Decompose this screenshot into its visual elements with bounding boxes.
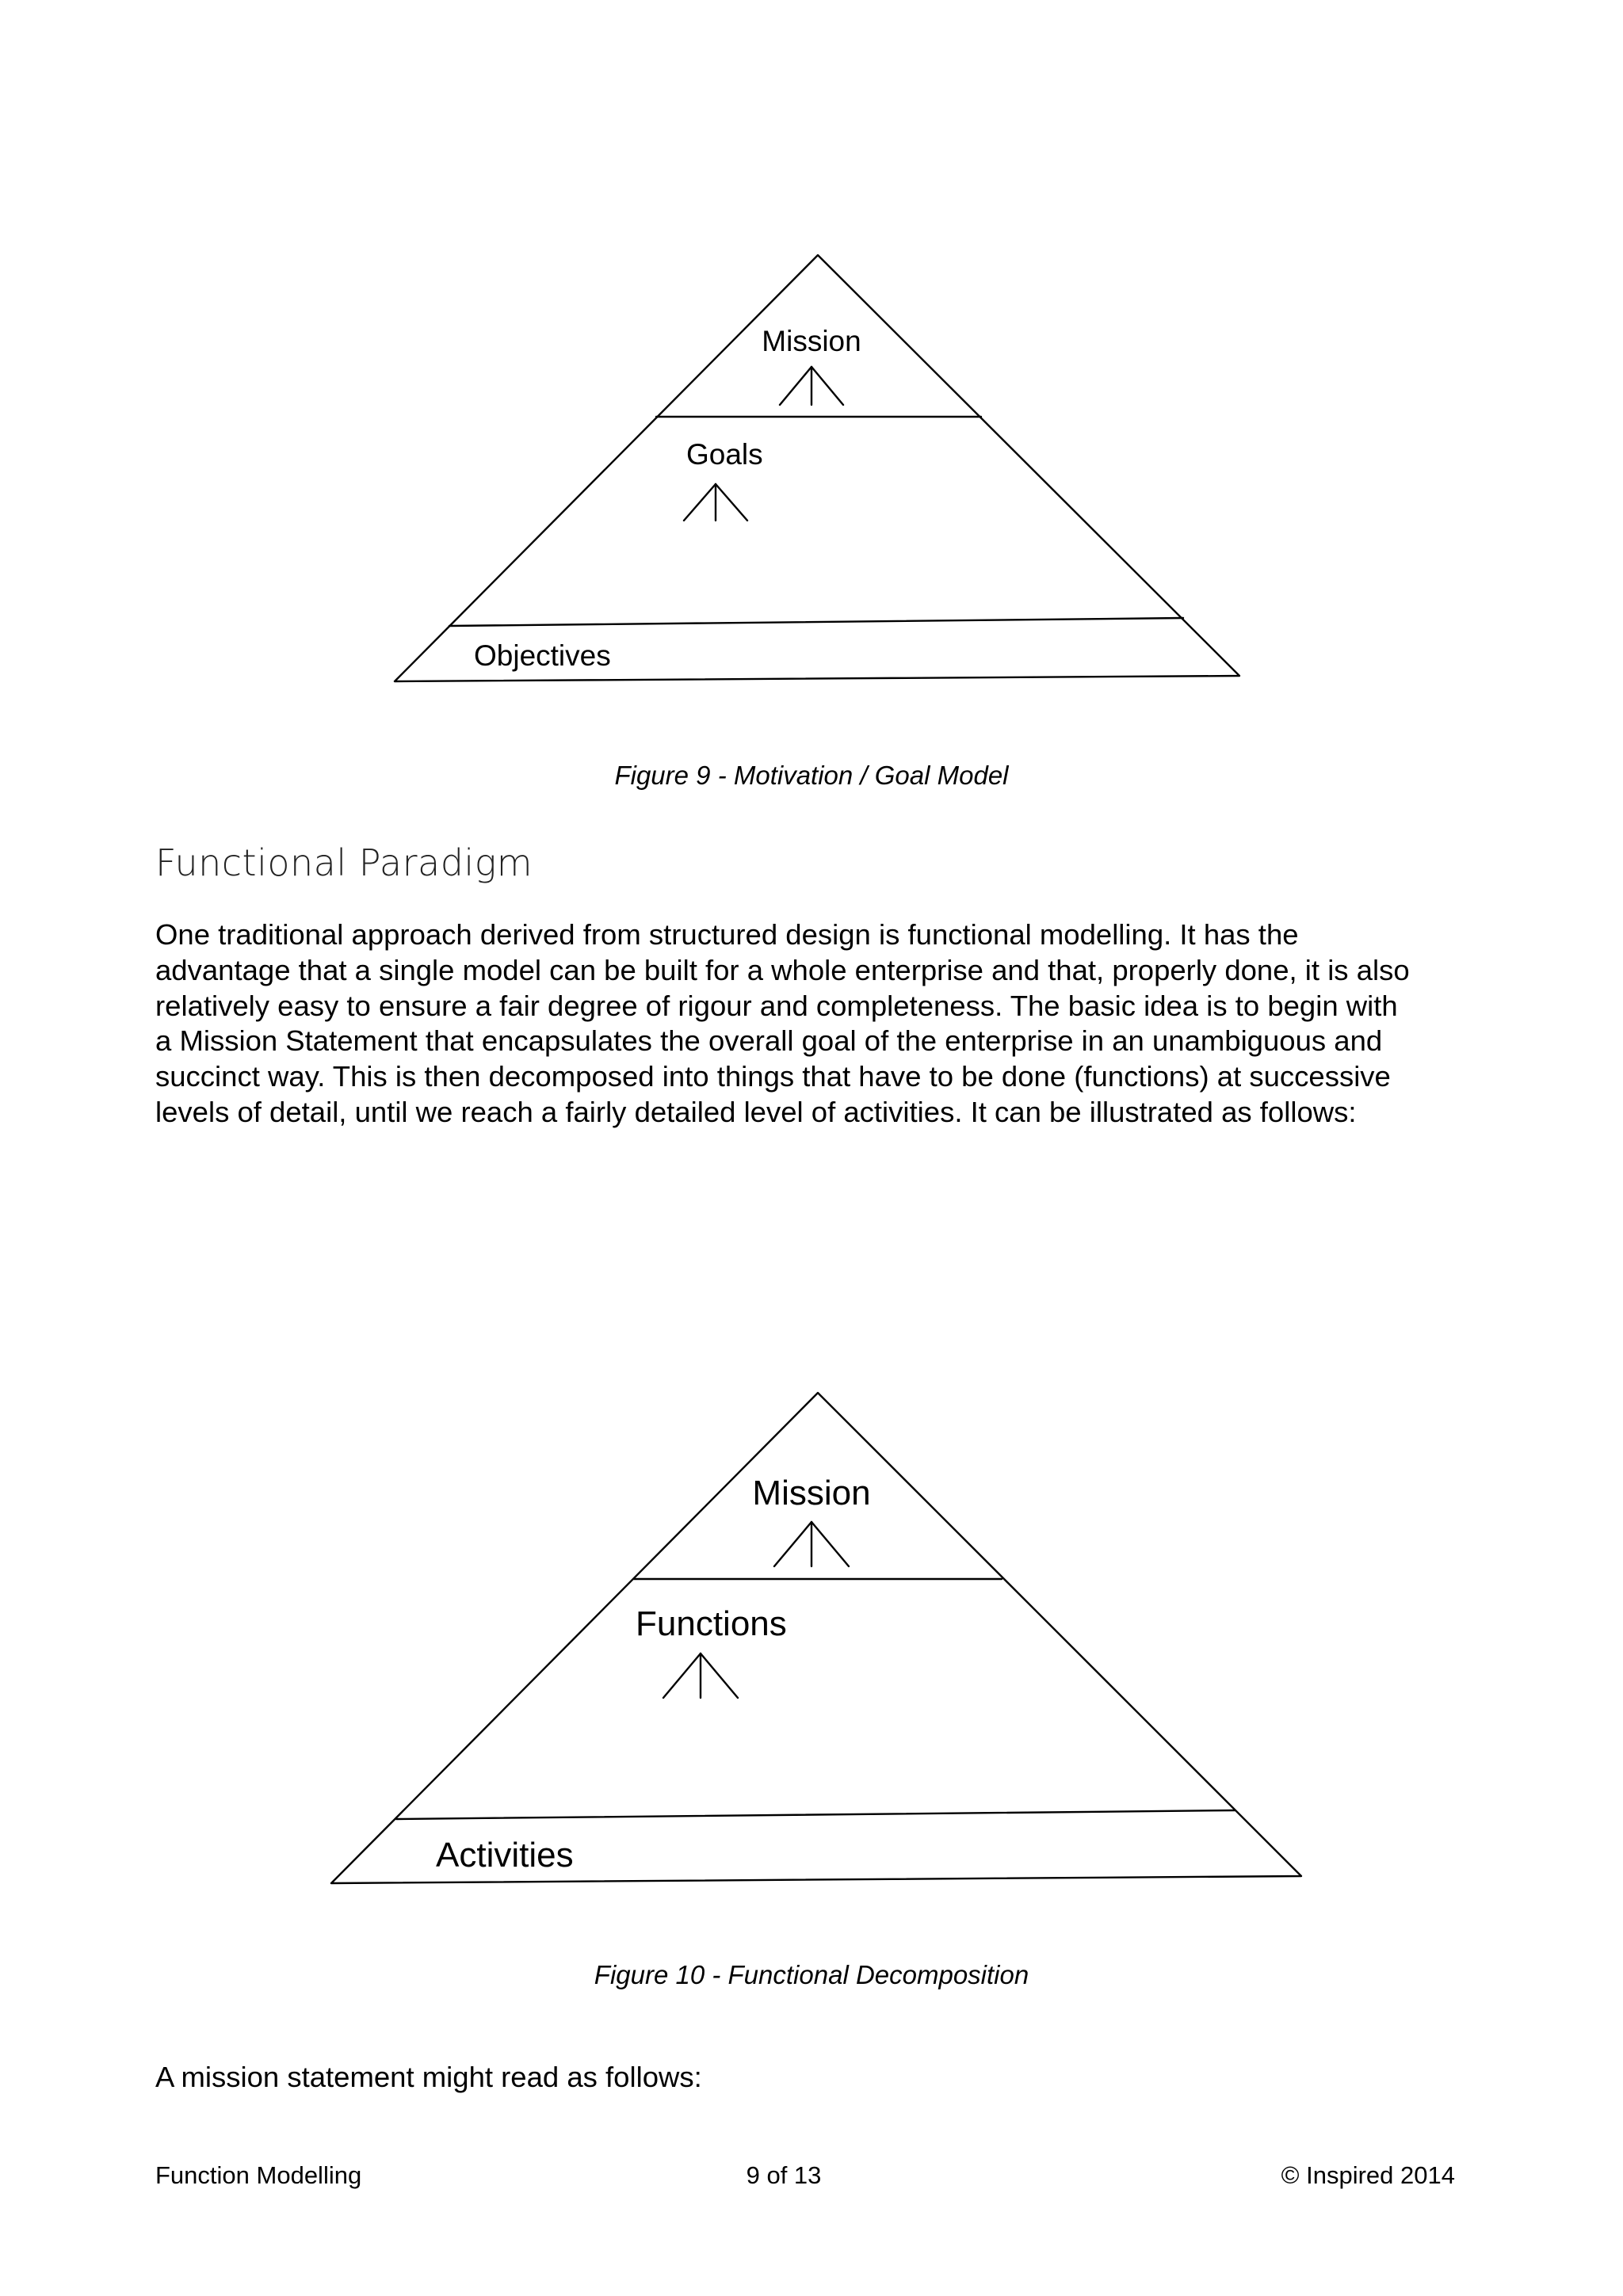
paragraph-line: succinct way. This is then decomposed into things that have to be done (functions) at successive: [155, 1060, 1391, 1093]
goals-label: Goals: [686, 438, 763, 471]
objectives-label: Objectives: [474, 639, 611, 672]
functional-decomposition-diagram: [0, 1347, 1623, 1901]
up-arrow-icon: [780, 367, 843, 405]
mission-label: Mission: [762, 325, 861, 357]
functions-activities-divider: [396, 1810, 1235, 1819]
figure-10-caption: Figure 10 - Functional Decomposition: [594, 1960, 1029, 1989]
up-arrow-icon: [663, 1653, 738, 1698]
goals-objectives-divider: [449, 618, 1183, 626]
paragraph-line: One traditional approach derived from structured design is functional modelling. It has the: [155, 918, 1299, 951]
paragraph-line: relatively easy to ensure a fair degree of rigour and completeness. The basic idea is to begin with: [155, 989, 1398, 1022]
functional-pyramid-outline: [331, 1393, 1301, 1883]
mission-label: Mission: [752, 1474, 871, 1512]
activities-label: Activities: [436, 1836, 574, 1875]
figure-9-caption: Figure 9 - Motivation / Goal Model: [614, 761, 1009, 790]
goal-pyramid-outline: [395, 255, 1239, 681]
closing-paragraph: A mission statement might read as follows:: [155, 2061, 702, 2093]
up-arrow-icon: [774, 1522, 849, 1566]
section-paragraph: [155, 917, 1487, 1131]
paragraph-line: levels of detail, until we reach a fairly detailed level of activities. It can be illustrated as follows:: [155, 1095, 1357, 1128]
goal-model-diagram: [0, 0, 1623, 713]
paragraph-line: a Mission Statement that encapsulates the overall goal of the enterprise in an unambiguous and: [155, 1024, 1383, 1058]
functions-label: Functions: [636, 1604, 787, 1643]
up-arrow-icon: [684, 484, 747, 521]
footer-copyright: © Inspired 2014: [1281, 2161, 1455, 2189]
footer-page-number: 9 of 13: [746, 2161, 822, 2189]
section-heading: Functional Paradigm: [155, 841, 533, 884]
paragraph-line: advantage that a single model can be built for a whole enterprise and that, properly done, it is also: [155, 953, 1410, 986]
footer-left: Function Modelling: [155, 2161, 362, 2189]
